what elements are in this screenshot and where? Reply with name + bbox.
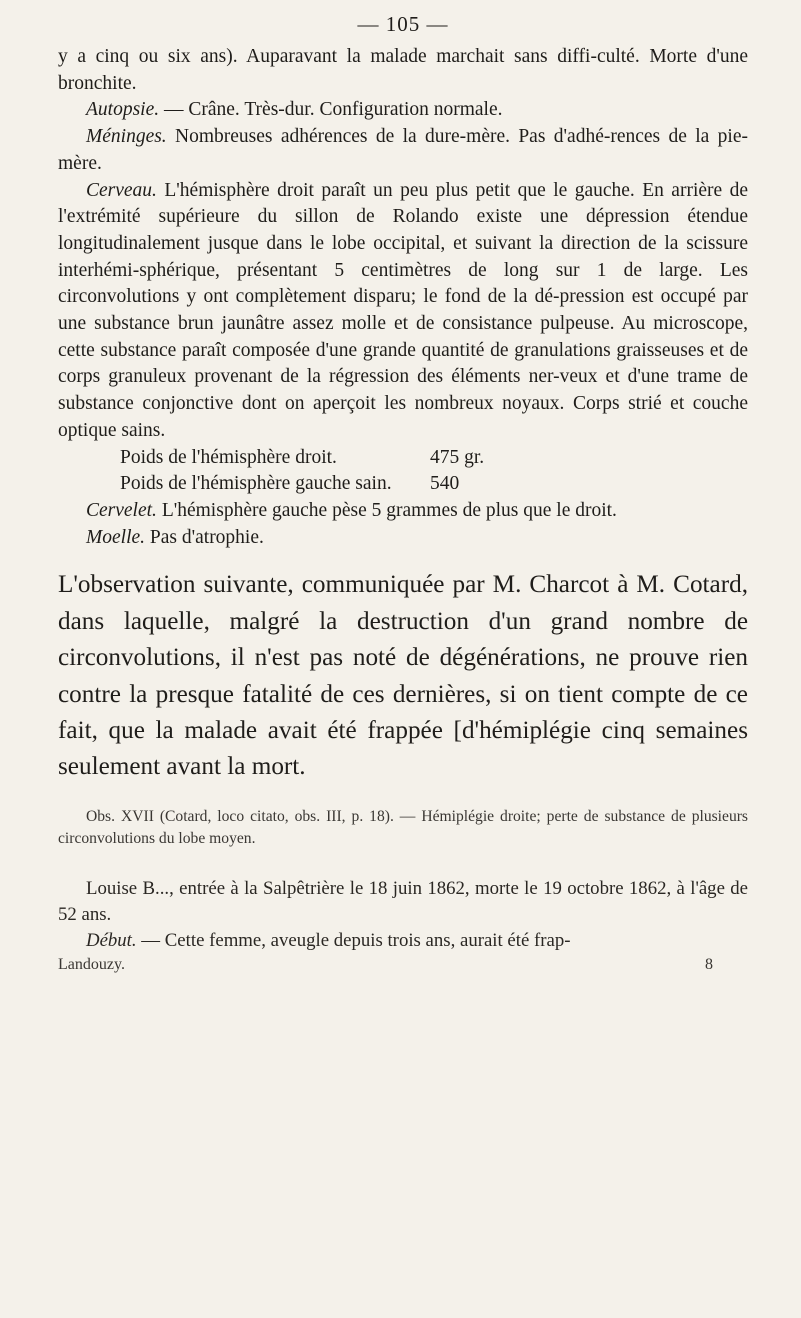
page-number: — 105 — — [357, 12, 449, 36]
weight-label: Poids de l'hémisphère droit. — [120, 446, 337, 468]
cerveau-text: L'hémisphère droit paraît un peu plus petit que le gauche. En arrière de l'extrémité supérieure du sillon de Rolando existe une dépression étendue longitudinalement jusque dans le lobe occipital, et suivant la direction de la scissure interhémi-sphérique, présentant 5 centimètres de long sur 1 de large. Les circonvolutions y ont complètement disparu; le fond de la dé-pression est occupé par une substance brun jaunâtre assez molle et de consistance pulpeuse. Au microscope, cette substance paraît composée d'une grande quantité de granulations graisseuses et de corps granuleux provenant de la régression des éléments ner-veux et d'une trame de substance conjonctive dont on aperçoit les nombreux noyaux. Corps strié et couche optique sains. — [58, 179, 748, 441]
case-section — [58, 876, 748, 976]
weight-row — [120, 471, 748, 498]
cervelet-paragraph — [58, 498, 748, 525]
autopsy-section — [58, 44, 748, 445]
weights-table — [58, 445, 748, 498]
moelle-lead: Moelle. — [86, 526, 146, 548]
debut-text: — Cette femme, aveugle depuis trois ans, aurait été frap- — [136, 929, 571, 951]
weight-row — [120, 445, 748, 472]
case-intro: Louise B..., entrée à la Salpêtrière le 18 juin 1862, morte le 19 octobre 1862, à l'âge de 52 ans. — [58, 877, 748, 925]
weight-value: 540 — [430, 473, 460, 495]
commentary-section — [58, 567, 748, 785]
autopsie-text: — Crâne. Très-dur. Configuration normale. — [159, 99, 503, 121]
autopsie-lead: Autopsie. — [86, 99, 160, 121]
cerveau-lead: Cerveau. — [86, 179, 157, 201]
observation-heading-section — [58, 806, 748, 850]
cervelet-text: L'hémisphère gauche pèse 5 grammes de plus que le droit. — [156, 499, 617, 521]
continuation-paragraph: y a cinq ou six ans). Auparavant la malade marchait sans diffi-culté. Morte d'une bronchite. — [58, 46, 748, 94]
meninges-text: Nombreuses adhérences de la dure-mère. Pas d'adhé-rences de la pie-mère. — [58, 126, 748, 174]
debut-lead: Début. — [86, 929, 137, 951]
page — [58, 10, 748, 976]
footer-sheet-number: 8 — [705, 955, 713, 973]
page-footer — [58, 954, 713, 976]
cervelet-lead: Cervelet. — [86, 499, 157, 521]
cerveau-paragraph — [58, 178, 748, 445]
observation-heading: Obs. XVII (Cotard, loco citato, obs. III, p. 18). — Hémiplégie droite; perte de substance de plusieurs circonvolutions du lobe moyen. — [58, 807, 748, 847]
moelle-text: Pas d'atrophie. — [145, 526, 264, 548]
autopsie-paragraph — [58, 97, 748, 124]
weight-label: Poids de l'hémisphère gauche sain. — [120, 473, 392, 495]
weight-value: 475 gr. — [430, 446, 485, 468]
case-debut-paragraph — [58, 928, 748, 954]
footer-signature: Landouzy. — [58, 955, 125, 973]
moelle-paragraph — [58, 525, 748, 552]
commentary-paragraph: L'observation suivante, communiquée par M. Charcot à M. Cotard, dans laquelle, malgré la destruction d'un grand nombre de circonvolutions, il n'est pas noté de dégénérations, ne prouve rien contre la presque fatalité de ces dernières, si on tient compte de ce fait, que la malade avait été frappée [d'hémiplégie cinq semaines seulement avant la mort. — [58, 571, 748, 781]
meninges-paragraph — [58, 124, 748, 177]
meninges-lead: Méninges. — [86, 126, 167, 148]
cervelet-moelle-section — [58, 498, 748, 551]
